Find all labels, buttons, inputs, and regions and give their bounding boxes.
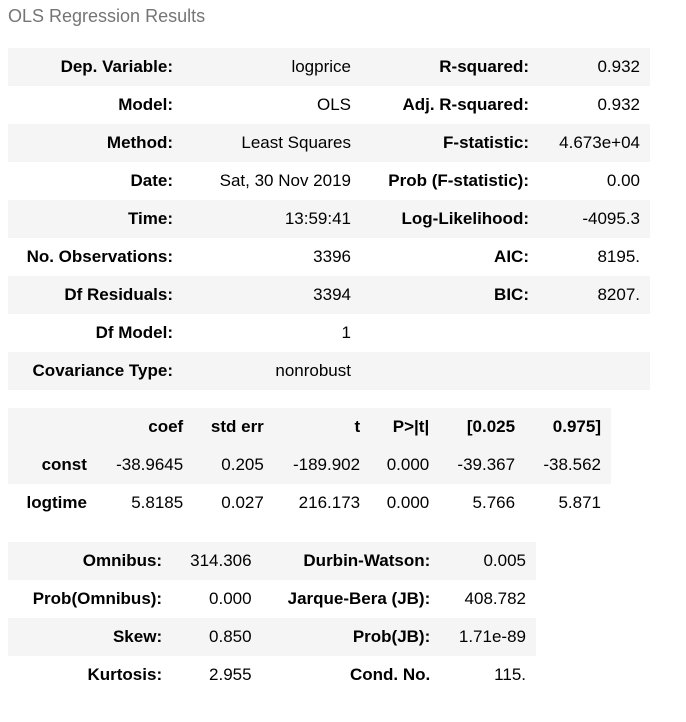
column-header: t (354, 417, 361, 436)
table-row (8, 446, 611, 484)
stat-label: F-statistic: (443, 133, 529, 152)
stat-label: Df Residuals: (64, 285, 173, 304)
column-header: std err (210, 417, 264, 436)
stat-value: -4095.3 (582, 209, 640, 228)
stat-value: Least Squares (241, 133, 351, 152)
stat-value (539, 314, 650, 352)
stat-label: Method: (106, 133, 173, 152)
coef-value: 0.000 (386, 455, 430, 474)
stat-label: Omnibus: (82, 551, 163, 570)
model-summary-table (8, 48, 650, 390)
stat-label (361, 352, 539, 390)
stat-label: Date: (130, 171, 173, 190)
stat-label: Df Model: (95, 323, 173, 342)
coef-value: 5.871 (558, 493, 601, 512)
coef-value: -38.562 (543, 455, 601, 474)
table-row (8, 656, 536, 694)
stat-label: Time: (127, 209, 173, 228)
coef-value: 5.8185 (131, 493, 184, 512)
table-row (8, 276, 650, 314)
stat-value: 0.850 (209, 627, 252, 646)
table-row (8, 124, 650, 162)
column-header: 0.975] (552, 417, 601, 436)
coef-value: 216.173 (298, 493, 361, 512)
stat-label: No. Observations: (26, 247, 173, 266)
stat-value: 8195. (597, 247, 640, 266)
stat-value: 0.000 (209, 589, 252, 608)
stat-value: 0.932 (597, 57, 640, 76)
stat-label: Prob(Omnibus): (32, 589, 163, 608)
stat-label: Durbin-Watson: (303, 551, 431, 570)
column-header: coef (148, 417, 184, 436)
stat-label: Model: (118, 95, 173, 114)
coef-value: 0.000 (386, 493, 430, 512)
stat-value: 115. (494, 665, 526, 684)
stat-value: 3396 (313, 247, 351, 266)
table-row (8, 86, 650, 124)
stat-value: nonrobust (275, 361, 351, 380)
stat-value: 13:59:41 (284, 209, 351, 228)
stat-value: 3394 (313, 285, 351, 304)
table-row (8, 352, 650, 390)
stat-label: Prob (F-statistic): (388, 171, 529, 190)
coef-value: -39.367 (457, 455, 516, 474)
stat-value: 0.00 (606, 171, 640, 190)
table-row (8, 162, 650, 200)
stat-value: Sat, 30 Nov 2019 (219, 171, 351, 190)
table-row (8, 314, 650, 352)
variable-name: logtime (26, 493, 87, 512)
stat-value: 1.71e-89 (458, 627, 526, 646)
table-row (8, 238, 650, 276)
table-row (8, 48, 650, 86)
stat-value (539, 352, 650, 390)
coef-value: 5.766 (472, 493, 516, 512)
stat-value: 0.932 (597, 95, 640, 114)
stat-label: Kurtosis: (87, 665, 163, 684)
column-header (8, 408, 97, 446)
stat-value: logprice (291, 57, 351, 76)
variable-name: const (41, 455, 87, 474)
column-header: [0.025 (466, 417, 516, 436)
stat-value: 8207. (597, 285, 640, 304)
coef-value: -38.9645 (116, 455, 184, 474)
stat-label: Jarque-Bera (JB): (287, 589, 431, 608)
coef-value: 0.205 (221, 455, 264, 474)
diagnostics-table (8, 542, 536, 694)
column-header: P>|t| (392, 417, 430, 436)
stat-value: 2.955 (209, 665, 252, 684)
table-row (8, 542, 536, 580)
stat-label: Skew: (112, 627, 163, 646)
coef-value: -189.902 (292, 455, 361, 474)
stat-label: Log-Likelihood: (401, 209, 529, 228)
stat-value: 408.782 (464, 589, 526, 608)
stat-label: R-squared: (439, 57, 529, 76)
table-row (8, 580, 536, 618)
stat-label (361, 314, 539, 352)
table-row (8, 484, 611, 522)
stat-value: OLS (316, 95, 351, 114)
table-caption: OLS Regression Results (8, 6, 206, 26)
stat-label: Prob(JB): (352, 627, 431, 646)
table-row (8, 618, 536, 656)
coef-value: 0.027 (221, 493, 264, 512)
stat-label: Covariance Type: (32, 361, 173, 380)
stat-label: Cond. No. (350, 665, 431, 684)
stat-label: Adj. R-squared: (402, 95, 529, 114)
stat-value: 0.005 (483, 551, 526, 570)
stat-label: AIC: (494, 247, 529, 266)
stat-label: Dep. Variable: (60, 57, 173, 76)
coefficients-table (8, 408, 611, 522)
stat-value: 1 (341, 323, 351, 342)
stat-label: BIC: (494, 285, 529, 304)
stat-value: 314.306 (190, 551, 252, 570)
header-row (8, 408, 611, 446)
table-row (8, 200, 650, 238)
stat-value: 4.673e+04 (559, 133, 640, 152)
